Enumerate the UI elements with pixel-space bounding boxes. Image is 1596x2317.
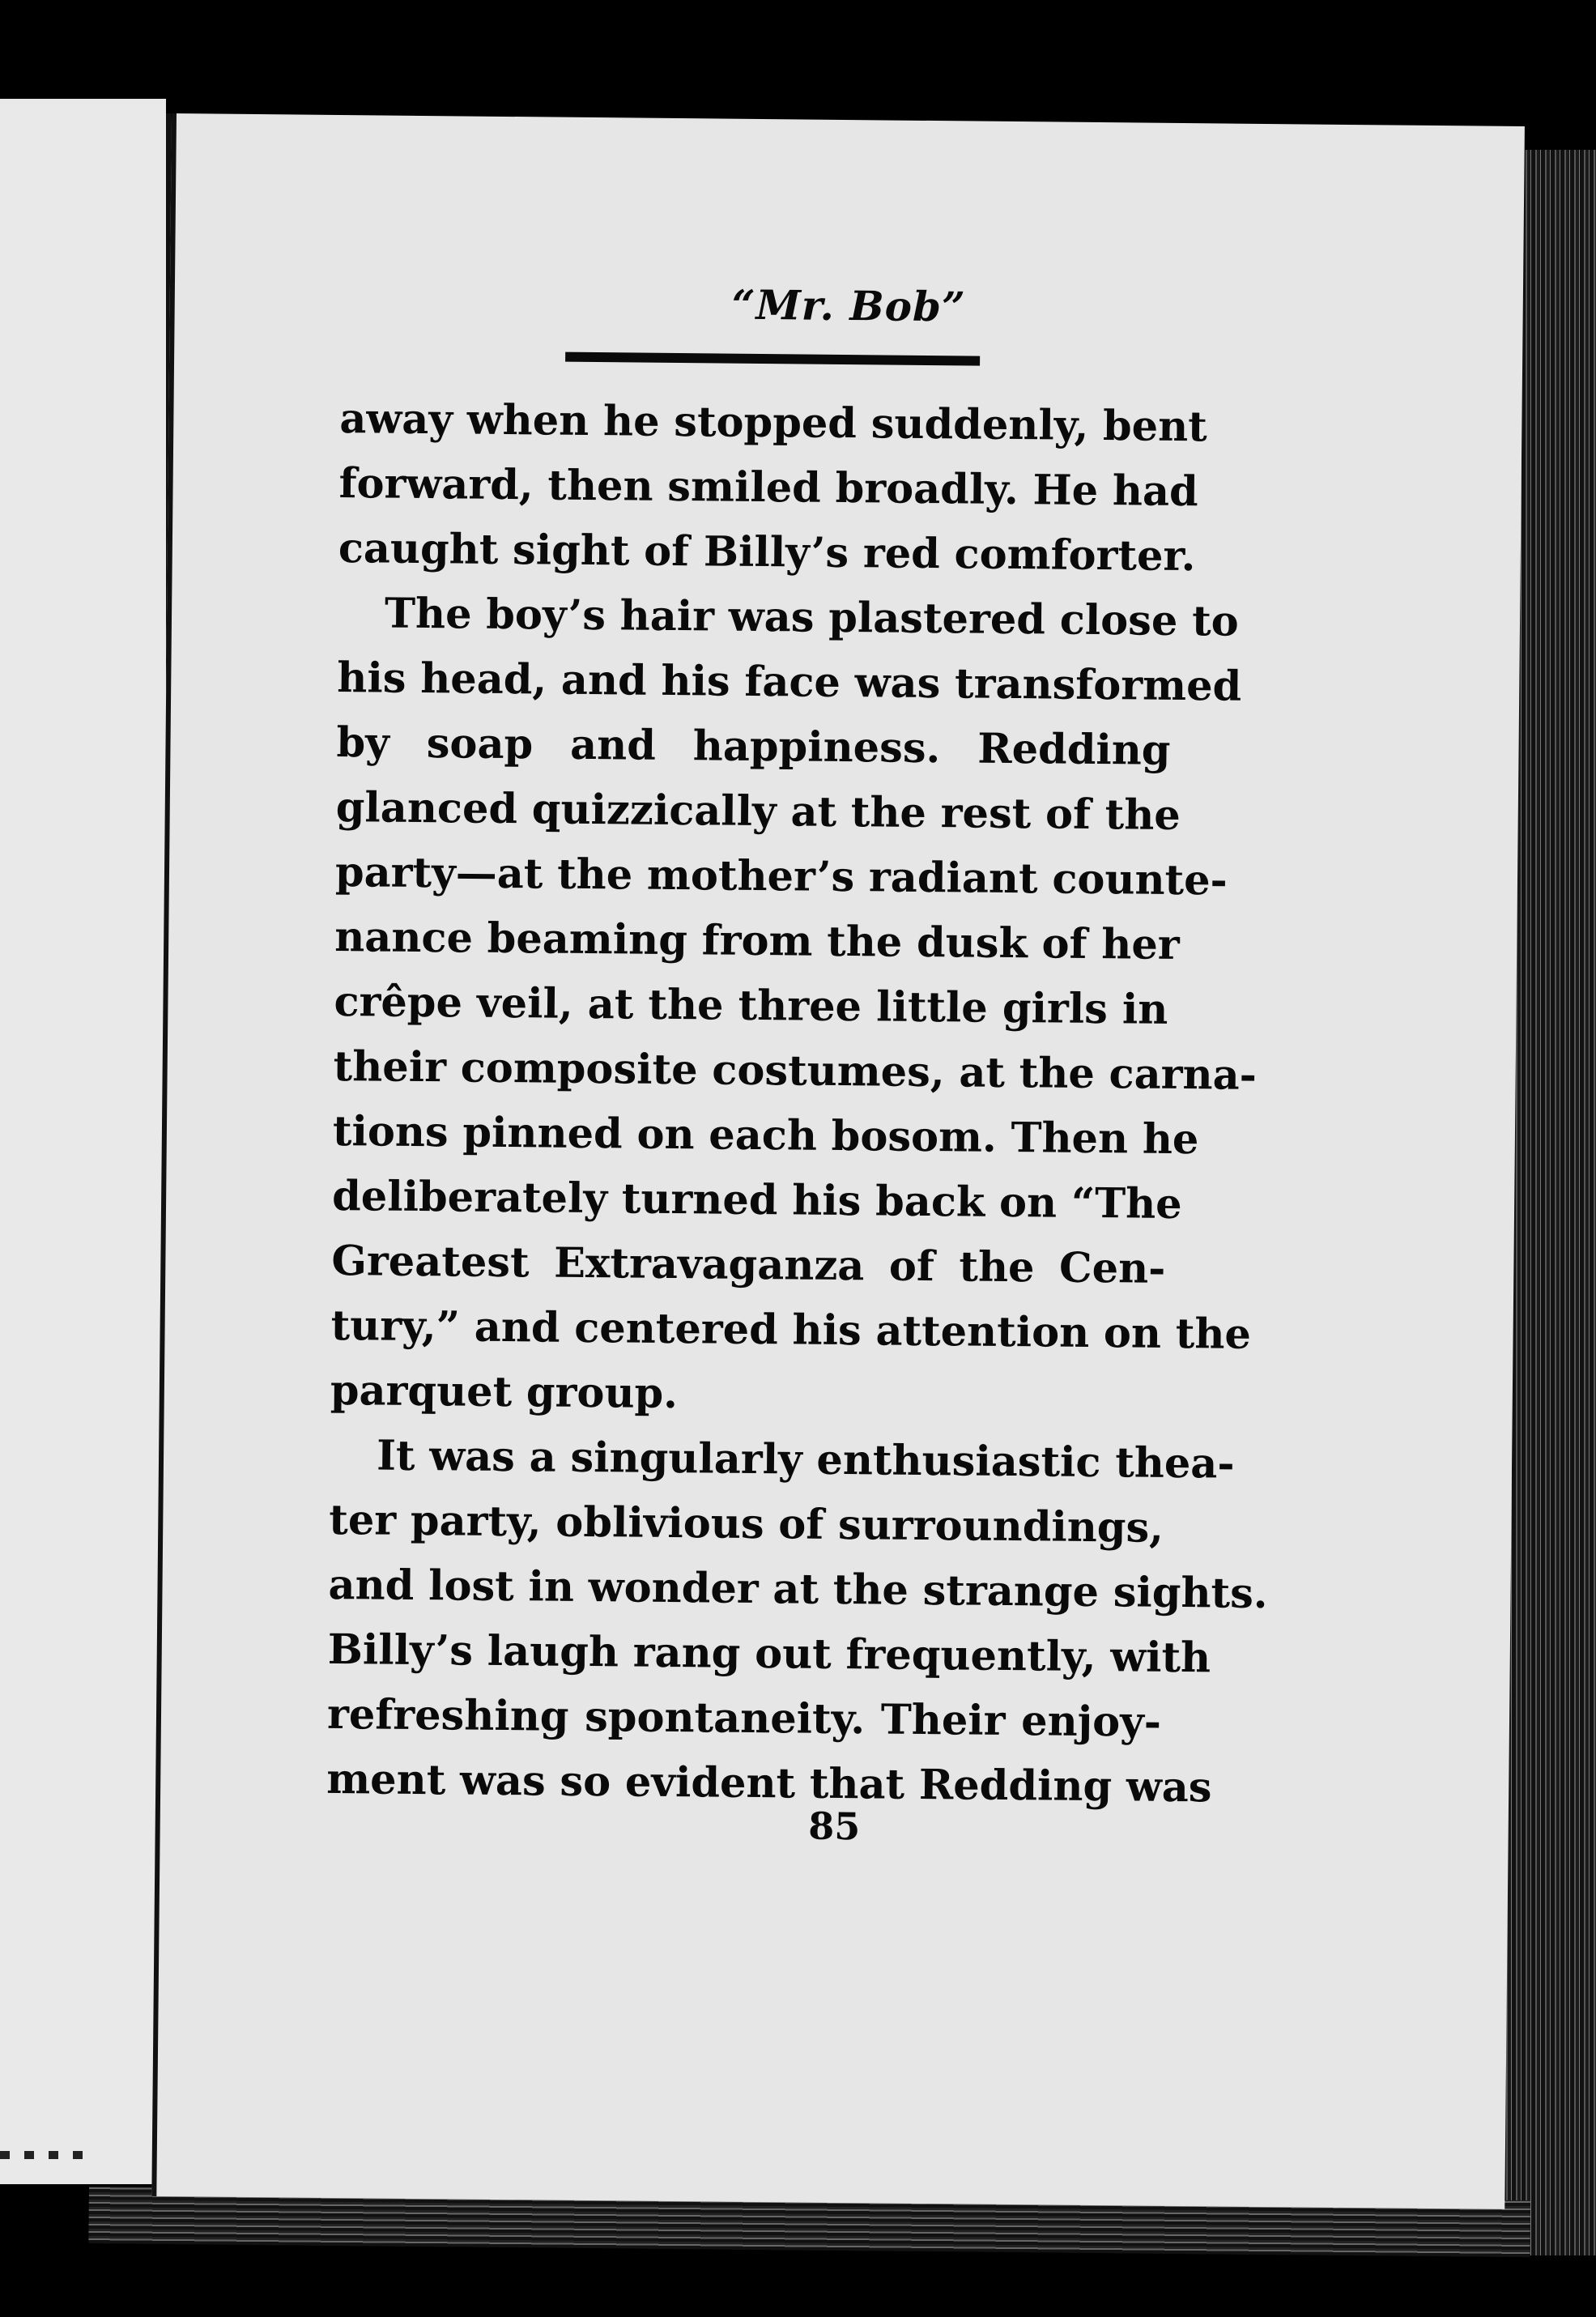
text-line: and lost in wonder at the strange sights.	[328, 1560, 1268, 1619]
text-line: tury,” and centered his attention on the	[330, 1301, 1252, 1359]
text-line: away when he stopped suddenly, bent	[339, 394, 1208, 452]
running-head-rule	[565, 352, 980, 366]
previous-page-edge	[0, 99, 166, 2184]
text-line: deliberately turned his back on “The	[331, 1171, 1182, 1229]
text-line: Billy’s laugh rang out frequently, with	[327, 1625, 1211, 1683]
text-line: nance beaming from the dusk of her	[334, 912, 1180, 969]
text-line: crêpe veil, at the three little girls in	[334, 977, 1168, 1034]
page-number: 85	[807, 1804, 861, 1849]
running-head: “Mr. Bob”	[731, 280, 967, 331]
book-page	[151, 113, 1525, 2209]
text-line: forward, then smiled broadly. He had	[338, 459, 1198, 517]
text-line: The boy’s hair was plastered close to	[384, 589, 1239, 646]
text-line: parquet group.	[330, 1365, 679, 1419]
text-line: ter party, oblivious of surroundings,	[329, 1495, 1164, 1552]
text-line: their composite costumes, at the carna-	[333, 1041, 1258, 1100]
body-text	[326, 386, 1268, 1820]
text-line: his head, and his face was transformed	[337, 653, 1242, 711]
text-line: refreshing spontaneity. Their enjoy-	[326, 1689, 1162, 1747]
text-line: caught sight of Billy’s red comforter.	[338, 524, 1196, 581]
text-line: party—at the mother’s radiant counte-	[334, 847, 1228, 905]
text-line: by soap and happiness. Redding	[336, 718, 1171, 775]
text-line: ment was so evident that Redding was	[326, 1754, 1212, 1812]
page-content	[156, 113, 1525, 2209]
text-line: Greatest Extravaganza of the Cen-	[331, 1236, 1166, 1293]
text-line: It was a singularly enthusiastic thea-	[376, 1431, 1235, 1489]
text-line: glanced quizzically at the rest of the	[335, 782, 1181, 840]
previous-page-marks	[0, 2151, 89, 2159]
text-line: tions pinned on each bosom. Then he	[332, 1106, 1199, 1165]
